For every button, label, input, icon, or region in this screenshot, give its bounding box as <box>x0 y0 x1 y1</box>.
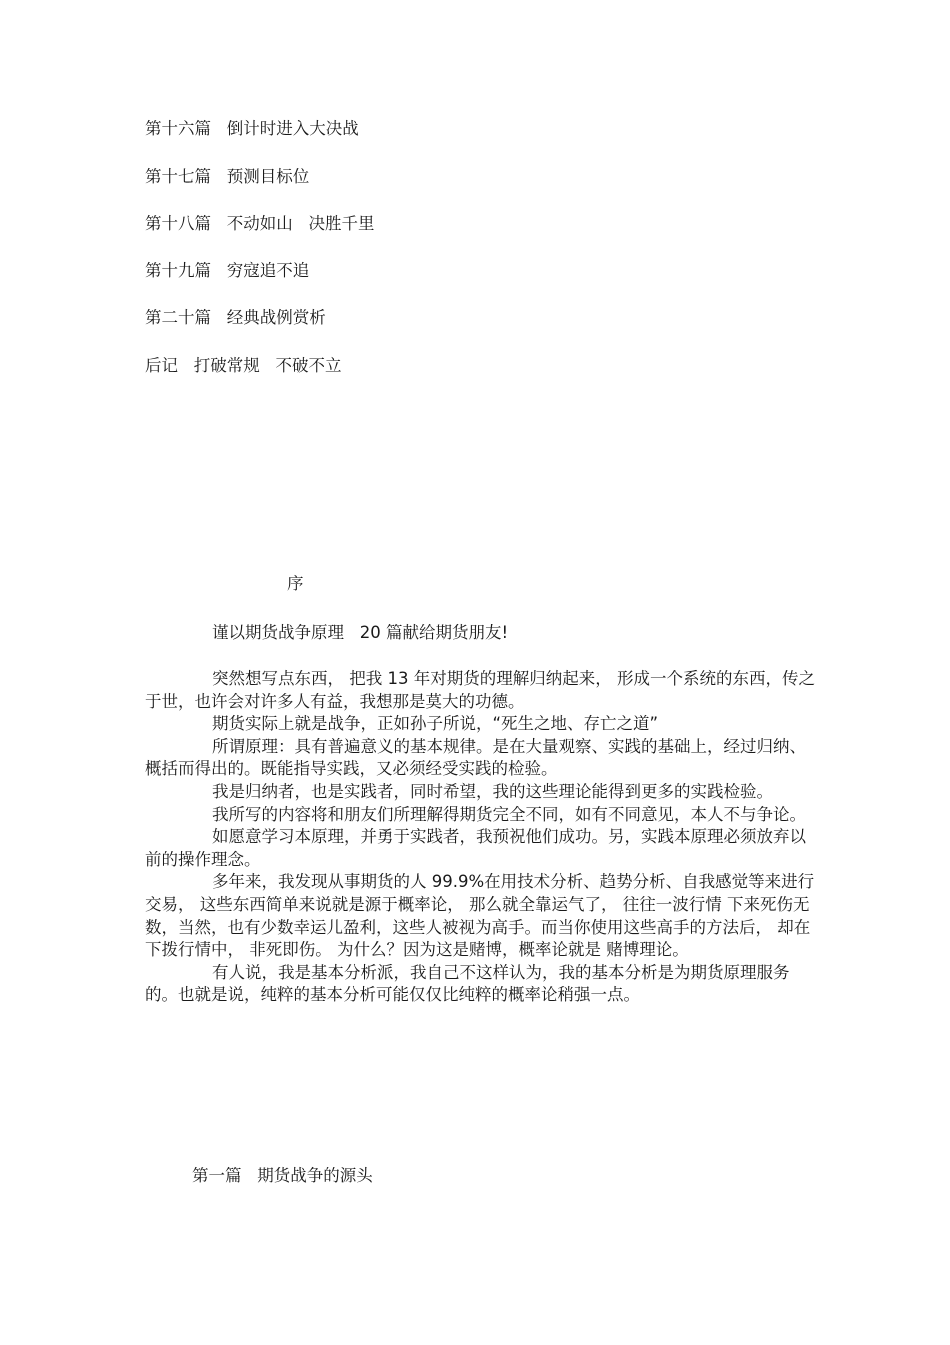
preface-paragraph-2: 期货实际上就是战争，正如孙子所说，“死生之地、存亡之道” <box>212 714 659 734</box>
preface-body <box>145 668 815 1007</box>
preface-paragraph-1: 突然想写点东西， 把我 13 年对期货的理解归纳起来， 形成一个系统的东西，传之于世，也许会对许多人有益，我想那是莫大的功德。 <box>145 669 815 711</box>
toc-entry-afterword: 后记 打破常规 不破不立 <box>145 356 342 375</box>
preface-paragraph-4: 我是归纳者，也是实践者，同时希望，我的这些理论能得到更多的实践检验。 <box>212 781 773 801</box>
toc-entry-17: 第十七篇 预测目标位 <box>145 167 310 186</box>
toc-entry-18: 第十八篇 不动如山 决胜千里 <box>145 214 375 233</box>
preface-paragraph-8: 有人说，我是基本分析派，我自己不这样认为，我的基本分析是为期货原理服务的。也就是说，纯粹的基本分析可能仅仅比纯粹的概率论稍强一点。 <box>145 962 790 1005</box>
preface-paragraph-3: 所谓原理：具有普遍意义的基本规律。是在大量观察、实践的基础上，经过归纳、概括而得出的。既能指导实践，又必须经受实践的检验。 <box>145 736 806 779</box>
toc-entry-19: 第十九篇 穷寇追不追 <box>145 261 310 280</box>
preface-paragraph-6: 如愿意学习本原理，并勇于实践者，我预祝他们成功。另，实践本原理必须放弃以前的操作理念。 <box>145 827 806 869</box>
preface-title: 序 <box>287 574 304 593</box>
chapter-heading: 第一篇 期货战争的源头 <box>192 1166 373 1185</box>
toc-entry-20: 第二十篇 经典战例赏析 <box>145 308 326 327</box>
toc-entry-16: 第十六篇 倒计时进入大决战 <box>145 119 359 138</box>
preface-dedication: 谨以期货战争原理 20 篇献给期货朋友! <box>212 623 509 642</box>
preface-paragraph-5: 我所写的内容将和朋友们所理解得期货完全不同，如有不同意见，本人不与争论。 <box>212 804 806 824</box>
preface-paragraph-7: 多年来，我发现从事期货的人 99.9%在用技术分析、趋势分析、自我感觉等来进行交易， 这些东西简单来说就是源于概率论， 那么就全靠运气了， 往往一波行情 下来死伤无数，当然，也有少数幸运儿盈利，这些人被视为高手。而当你使用这些高手的方法后， 却在下拨行情中， 非死即伤。 为什么？因为这是赌博，概率论就是 赌博理论。 <box>145 872 815 960</box>
